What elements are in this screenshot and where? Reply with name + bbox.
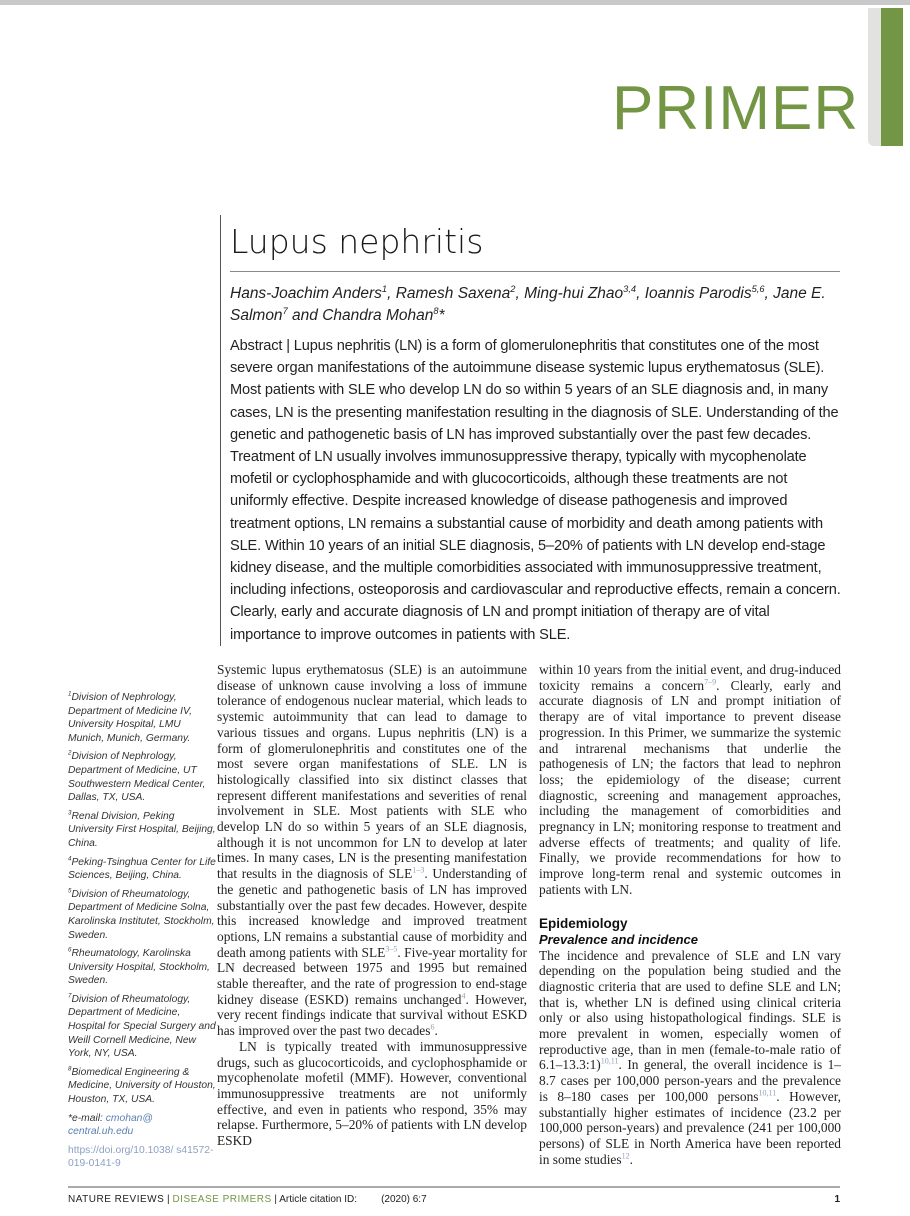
section-label: PRIMER (612, 74, 860, 143)
footer-separator: | (164, 1194, 173, 1205)
footer-separator: | (271, 1194, 280, 1205)
reference-superscript[interactable]: 6 (430, 1022, 435, 1032)
reference-superscript[interactable]: 3–5 (385, 944, 398, 954)
affiliation-item (68, 993, 218, 1061)
contact-email (68, 1112, 218, 1139)
text-segment: The incidence and prevalence of SLE and LN vary depending on the population being studied and the diagnostic criteria that are used to define SLE and LN; that is, whether LN is defined using clinical criteria only or also using histopathological findings. SLE is more prevalent in women, especially women of reproductive age, than in men (female-to-male ratio of 6.1–13.3:1) (539, 947, 841, 1073)
subsection-heading: Prevalence and incidence (539, 931, 698, 947)
affiliation-item (68, 1066, 218, 1107)
affiliation-item (68, 810, 218, 851)
text-segment: , Ioannis Parodis (636, 285, 752, 302)
citation-label: Article citation ID: (279, 1194, 358, 1205)
body-column-right (539, 662, 841, 1167)
body-paragraph (217, 1039, 527, 1149)
article-title: Lupus nephritis (230, 222, 484, 261)
body-paragraph (539, 662, 841, 898)
affiliation-number: 2 (68, 749, 72, 757)
text-segment: . In general, the overall incidence is 1–8.7 cases per 100,000 person-years and the prevalence is 8–180 cases per 100,000 persons (539, 1057, 841, 1104)
text-segment: . (434, 1023, 438, 1039)
reference-superscript[interactable]: 10,11 (600, 1057, 619, 1066)
text-segment: Hans-Joachim Anders (230, 285, 382, 302)
text-segment: . However, very recent findings indicate that survival without ESKD has improved over the past two decades (217, 991, 527, 1039)
affiliation-item (68, 750, 218, 804)
affiliation-text: Division of Rheumatology, Department of Medicine Solna, Karolinska Institutet, Stockholm, Sweden. (68, 888, 215, 941)
affiliation-item (68, 947, 218, 988)
affiliation-text: Division of Rheumatology, Department of Medicine, Hospital for Special Surgery and Weill Cornell Medicine, New York, NY, USA. (68, 993, 216, 1060)
affiliation-number: 3 (68, 809, 72, 817)
body-column-left (217, 662, 527, 1149)
abstract: Abstract | Lupus nephritis (LN) is a form of glomerulonephritis that constitutes one of the most severe organ manifestations of the autoimmune disease systemic lupus erythematosus (SLE). Most patients with SLE who develop LN do so within 5 years of an SLE diagnosis and, in many cases, LN is the presenting manifestation resulting in the diagnosis of SLE. Understanding of the genetic and pathogenetic basis of LN has improved substantially over the past few decades. Treatment of LN usually involves immunosuppressive therapy, typically with mycophenolate mofetil or cyclophosphamide and with glucocorticoids, although these treatments are not uniformly effective. Despite increased knowledge of disease pathogenesis and improved treatment options, LN remains a substantial cause of morbidity and death among patients with SLE. Within 10 years of an initial SLE diagnosis, 5–20% of patients with LN develop end-stage kidney disease, and the multiple comorbidities associated with immunosuppressive treatment, including infections, osteoporosis and cardiovascular and reproductive effects, remain a concern. Clearly, early and accurate diagnosis of LN and prompt initiation of therapy are of vital importance to improve outcomes in patients with SLE. (230, 338, 841, 643)
reference-superscript[interactable]: 8 (433, 305, 439, 316)
affiliation-number: 7 (68, 992, 72, 1000)
citation-id: (2020) 6:7 (381, 1194, 427, 1205)
affiliation-number: 6 (68, 946, 72, 954)
reference-superscript[interactable]: 12 (621, 1151, 630, 1161)
affiliation-text: Rheumatology, Karolinska University Hospital, Stockholm, Sweden. (68, 948, 210, 987)
text-segment: Systemic lupus erythematosus (SLE) is an autoimmune disease of unknown cause involving a loss of immune tolerance of endogenous nuclear material, which leads to systemic autoimmunity that can lead to damage to various tissues and organs. Lupus nephritis (LN) is a form of glomerulonephritis and constitutes one of the most severe organ manifestations of SLE. LN is histologically classified into six distinct classes that represent different manifestations and severities of renal involvement in SLE. Most patients with SLE who develop LN do so within 5 years of an SLE diagnosis, although it is not uncommon for LN to develop at later times. In many cases, LN is the presenting manifestation that results in the diagnosis of SLE (217, 662, 527, 882)
text-segment: , Ramesh Saxena (387, 285, 511, 302)
affiliations-sidebar (68, 691, 218, 1176)
affiliation-number: 1 (68, 690, 72, 698)
reference-superscript[interactable]: 7–9 (704, 677, 717, 687)
affiliation-item (68, 856, 218, 883)
affiliation-text: Renal Division, Peking University First Hospital, Beijing, China. (68, 810, 216, 849)
text-segment: and Chandra Mohan (287, 307, 434, 324)
body-paragraph (217, 662, 527, 1039)
section-tab-marker (881, 8, 903, 146)
text-segment: . Clearly, early and accurate diagnosis of LN and prompt initiation of therapy are of vital importance to prevent disease progression. In this Primer, we summarize the systemic and intrarenal mechanisms that underlie the pathogenesis of LN; the factors that lead to nephron loss; the epidemiology of the disease; current diagnostic, screening and management approaches, including the management of comorbidities and pregnancy in LN; monitoring response to treatment and adverse effects of treatments; and quality of life. Finally, we provide recommendations for how to improve long-term renal and systemic outcomes in patients with LN. (539, 677, 841, 897)
email-link[interactable]: cmohan@ central.uh.edu (68, 1112, 153, 1138)
text-segment: * (438, 307, 445, 324)
reference-superscript[interactable]: 1 (381, 283, 388, 294)
affiliation-list (68, 691, 218, 1107)
title-divider (230, 271, 840, 272)
viewer-top-border (0, 0, 910, 5)
page-footer (68, 1193, 840, 1207)
page-number: 1 (834, 1194, 840, 1205)
text-segment: , Jane E. Salmon (230, 285, 826, 324)
affiliation-item (68, 691, 218, 745)
affiliation-number: 5 (68, 887, 72, 895)
journal-name: NATURE REVIEWS (68, 1194, 165, 1205)
text-segment: . However, substantially higher estimates of incidence (23.2 per 100,000 person-years) and prevalence (241 per 100,000 persons) of SLE in North America have been reported in some studies (539, 1088, 841, 1167)
reference-superscript[interactable]: 4 (461, 991, 466, 1001)
affiliation-number: 8 (68, 1065, 72, 1073)
text-segment: LN is typically treated with immunosuppressive drugs, such as glucocorticoids, and cyclophosphamide or mycophenolate mofetil (MMF). However, conventional immunosuppressive treatments are not uniformly effective, and even in patients who respond, 35% may relapse. Furthermore, 5–20% of patients with LN develop ESKD (217, 1038, 527, 1149)
reference-superscript[interactable]: 7 (282, 305, 288, 316)
affiliation-text: Peking-Tsinghua Center for Life Sciences, Beijing, China. (68, 856, 216, 882)
doi-link[interactable]: https://doi.org/10.1038/ s41572-019-0141-9 (68, 1144, 214, 1170)
abstract-rule (220, 215, 221, 646)
reference-superscript[interactable]: 2 (510, 283, 516, 294)
text-segment: within 10 years from the initial event, and drug-induced toxicity remains a concern (539, 662, 841, 693)
reference-superscript[interactable]: 3,4 (623, 283, 637, 294)
affiliation-item (68, 888, 218, 942)
email-label: *e-mail: (68, 1112, 106, 1124)
reference-superscript[interactable]: 5,6 (751, 283, 765, 294)
affiliation-text: Biomedical Engineering & Medicine, University of Houston, Houston, TX, USA. (68, 1066, 216, 1106)
body-paragraph (539, 948, 841, 1168)
section-heading: Epidemiology (539, 915, 628, 931)
affiliation-number: 4 (68, 855, 72, 863)
reference-superscript[interactable]: 10,11 (758, 1088, 777, 1098)
journal-series: DISEASE PRIMERS (172, 1194, 272, 1205)
text-segment: . Understanding of the genetic and pathogenetic basis of LN has improved substantially over the past few decades. However, despite this increased knowledge and improved treatment options, LN remains a substantial cause of morbidity and death among patients with SLE (217, 866, 527, 960)
reference-superscript[interactable]: 1–3 (412, 865, 425, 875)
affiliation-text: Division of Nephrology, Department of Medicine IV, University Hospital, LMU Munich, Munich, Germany. (68, 692, 192, 744)
text-segment: . (629, 1151, 633, 1167)
footer-divider (68, 1186, 840, 1188)
affiliation-text: Division of Nephrology, Department of Medicine, UT Southwestern Medical Center, Dallas, TX, USA. (68, 751, 206, 804)
author-list (230, 283, 840, 327)
text-segment: . Five-year mortality for LN decreased between 1975 and 1995 but remained stable thereafter, and the rate of progression to end-stage kidney disease (ESKD) remains unchanged (217, 944, 527, 1007)
text-segment: , Ming-hui Zhao (515, 285, 624, 302)
